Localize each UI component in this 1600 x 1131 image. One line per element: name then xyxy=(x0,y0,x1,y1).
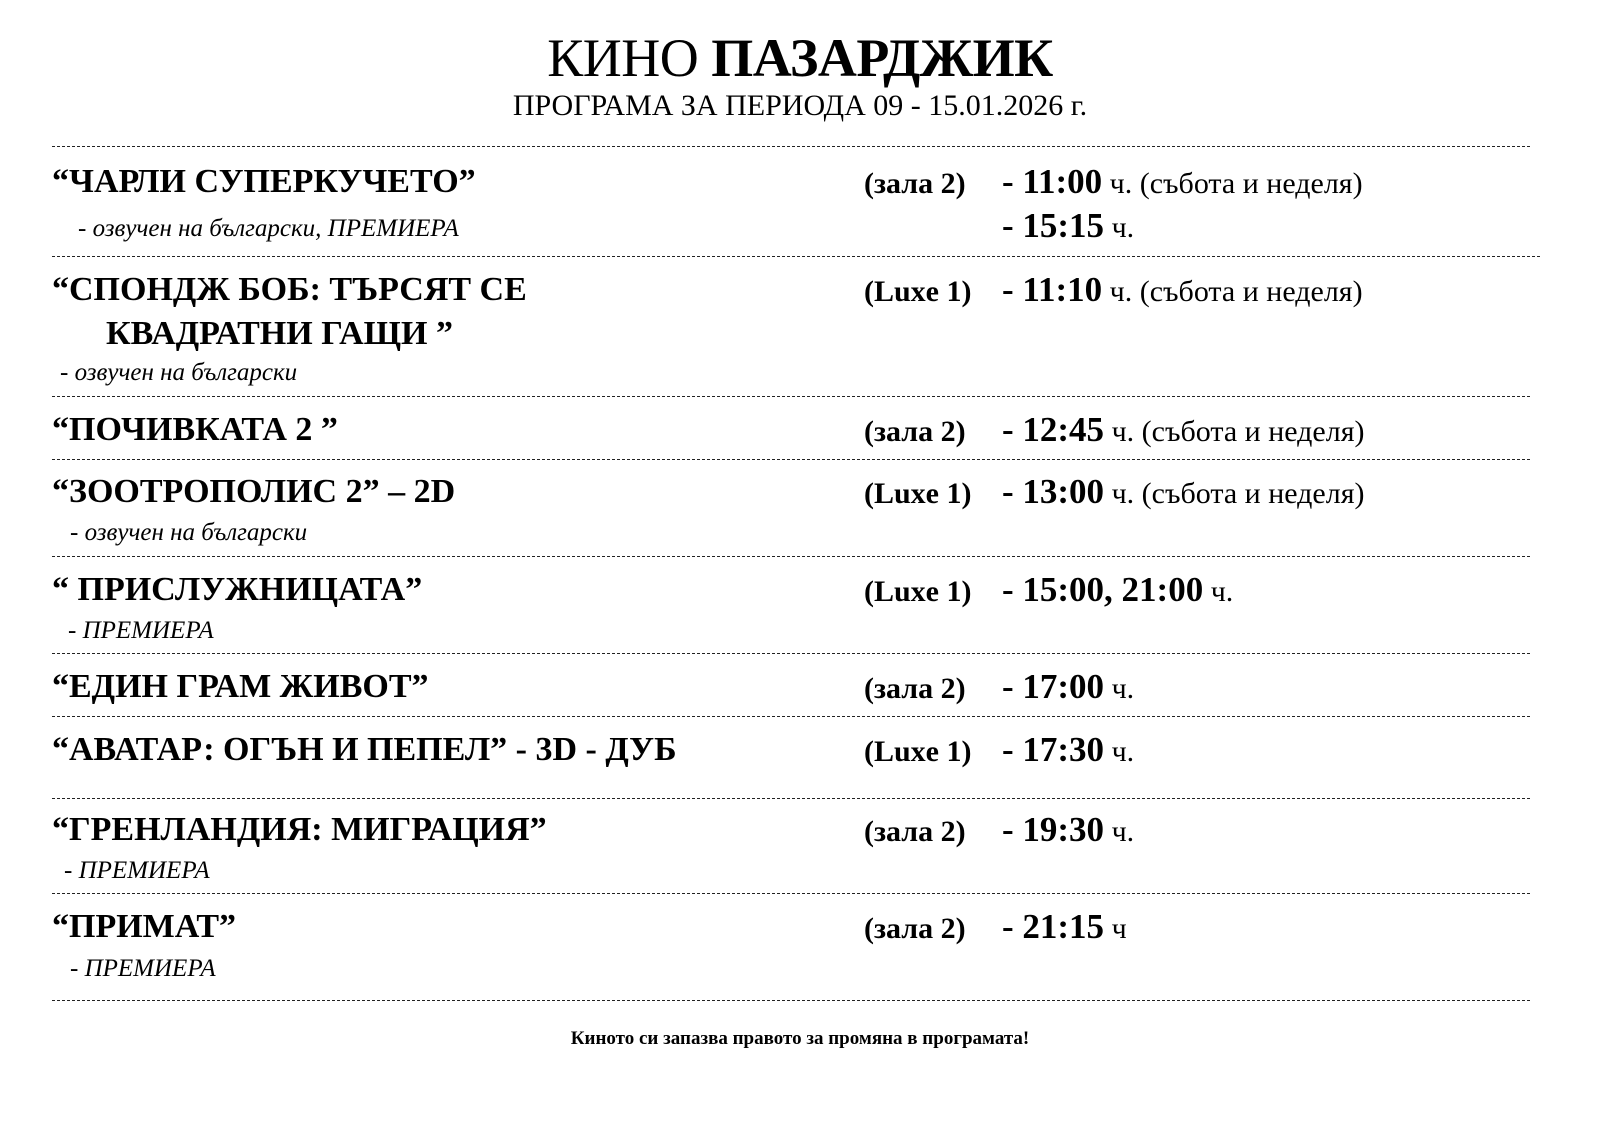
film-title: “ЧАРЛИ СУПЕРКУЧЕТО” xyxy=(52,163,476,200)
film-title-line2: КВАДРАТНИ ГАЩИ ” xyxy=(106,315,453,352)
divider xyxy=(52,146,1530,147)
showtime-prefix: - xyxy=(1002,270,1023,309)
divider xyxy=(52,459,1530,460)
hall-label: (зала 2) xyxy=(864,415,966,448)
showtime-time: 13:00 xyxy=(1022,472,1105,511)
divider xyxy=(52,556,1530,557)
film-note: - ПРЕМИЕРА xyxy=(70,955,216,982)
hall-label: (зала 2) xyxy=(864,672,966,705)
showtime xyxy=(1002,907,1127,949)
showtime-prefix: - xyxy=(1002,206,1023,245)
showtime-time: 11:00 xyxy=(1022,162,1103,201)
showtime-time: 15:15 xyxy=(1022,206,1105,245)
page-title xyxy=(0,28,1600,88)
film-title: “СПОНДЖ БОБ: ТЪРСЯТ СЕ xyxy=(52,271,527,308)
divider xyxy=(52,893,1530,894)
showtime-time: 17:00 xyxy=(1022,667,1105,706)
showtime-time: 15:00, 21:00 xyxy=(1022,570,1204,609)
showtime xyxy=(1002,472,1365,514)
hall-label: (Luxe 1) xyxy=(864,477,972,510)
title-city: ПАЗАРДЖИК xyxy=(711,28,1053,88)
showtime xyxy=(1002,162,1363,204)
showtime xyxy=(1002,270,1363,312)
film-title: “ ПРИСЛУЖНИЦАТА” xyxy=(52,571,423,608)
hall-label: (зала 2) xyxy=(864,815,966,848)
film-note: - озвучен на български xyxy=(70,519,308,546)
showtime-time: 19:30 xyxy=(1022,810,1105,849)
divider xyxy=(52,1000,1530,1001)
divider xyxy=(52,798,1530,799)
showtime-unit: ч xyxy=(1104,912,1127,945)
showtime-time: 21:15 xyxy=(1022,907,1105,946)
showtime-prefix: - xyxy=(1002,667,1023,706)
showtime-prefix: - xyxy=(1002,730,1023,769)
showtime-prefix: - xyxy=(1002,810,1023,849)
divider xyxy=(52,396,1530,397)
showtime-prefix: - xyxy=(1002,907,1023,946)
film-note: - ПРЕМИЕРА xyxy=(68,617,214,644)
showtime xyxy=(1002,570,1233,612)
showtime-unit: ч. xyxy=(1102,275,1133,308)
disclaimer: Киното си запазва правото за промяна в програмата! xyxy=(570,1028,1030,1049)
hall-label: (Luxe 1) xyxy=(864,735,972,768)
title-prefix: КИНО xyxy=(547,28,699,88)
showtime-unit: ч. xyxy=(1104,211,1135,244)
hall-label: (зала 2) xyxy=(864,167,966,200)
showtime-days: (събота и неделя) xyxy=(1134,477,1365,510)
showtime-unit: ч. xyxy=(1104,672,1135,705)
film-title: “ЗООТРОПОЛИС 2” – 2D xyxy=(52,473,456,510)
showtime-days: (събота и неделя) xyxy=(1132,167,1363,200)
showtime xyxy=(1002,810,1134,852)
divider xyxy=(52,716,1530,717)
showtime-time: 12:45 xyxy=(1022,410,1105,449)
showtime-days: (събота и неделя) xyxy=(1132,275,1363,308)
showtime-unit: ч. xyxy=(1104,477,1135,510)
showtime-unit: ч. xyxy=(1104,815,1135,848)
showtime-prefix: - xyxy=(1002,162,1023,201)
film-title: “АВАТАР: ОГЪН И ПЕПЕЛ” - 3D - ДУБ xyxy=(52,731,677,768)
film-title: “ГРЕНЛАНДИЯ: МИГРАЦИЯ” xyxy=(52,811,547,848)
showtime-prefix: - xyxy=(1002,410,1023,449)
showtime-unit: ч. xyxy=(1203,575,1234,608)
showtime xyxy=(1002,410,1365,452)
film-title: “ПОЧИВКАТА 2 ” xyxy=(52,411,338,448)
showtime-time: 11:10 xyxy=(1022,270,1103,309)
showtime-days: (събота и неделя) xyxy=(1134,415,1365,448)
film-note: - ПРЕМИЕРА xyxy=(64,857,210,884)
hall-label: (Luxe 1) xyxy=(864,575,972,608)
showtime-unit: ч. xyxy=(1104,735,1135,768)
divider xyxy=(52,653,1530,654)
program-period: ПРОГРАМА ЗА ПЕРИОДА 09 - 15.01.2026 г. xyxy=(512,89,1088,122)
film-note: - озвучен на български, ПРЕМИЕРА xyxy=(78,215,459,242)
showtime xyxy=(1002,206,1134,248)
divider xyxy=(52,256,1540,257)
hall-label: (Luxe 1) xyxy=(864,275,972,308)
showtime-time: 17:30 xyxy=(1022,730,1105,769)
hall-label: (зала 2) xyxy=(864,912,966,945)
showtime-prefix: - xyxy=(1002,570,1023,609)
showtime-unit: ч. xyxy=(1102,167,1133,200)
showtime xyxy=(1002,730,1134,772)
showtime xyxy=(1002,667,1134,709)
film-title: “ЕДИН ГРАМ ЖИВОТ” xyxy=(52,668,429,705)
showtime-unit: ч. xyxy=(1104,415,1135,448)
showtime-prefix: - xyxy=(1002,472,1023,511)
film-note: - озвучен на български xyxy=(60,359,298,386)
film-title: “ПРИМАТ” xyxy=(52,908,236,945)
